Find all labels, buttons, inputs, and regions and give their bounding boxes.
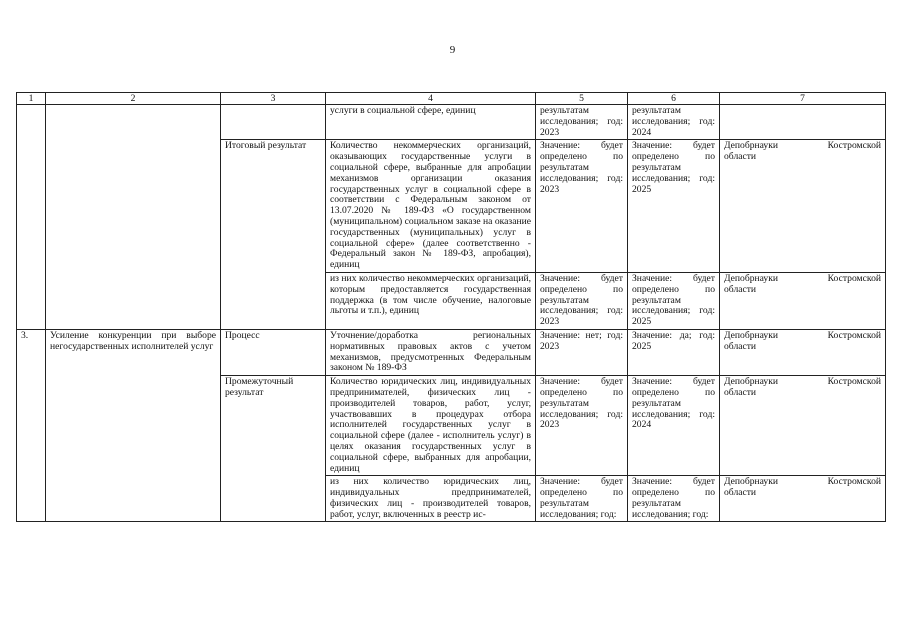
page-number: 9 (449, 44, 456, 56)
responsible-cell (720, 476, 886, 522)
baseline-cell: Значение: нет; год: 2023 (536, 329, 628, 375)
target-cell: Значение: будет определено по результатам исследования; год: 2025 (628, 140, 720, 273)
responsible-region: Костромской (827, 376, 881, 388)
indicator-cell: из них количество юридических лиц, индивидуальных предпринимателей, физических лиц - производителей товаров, работ, услуг, включенных в реестр ис- (326, 476, 536, 522)
responsible-region-suffix: области (724, 386, 757, 398)
baseline-cell: Значение: будет определено по результатам исследования; год: (536, 476, 628, 522)
responsible-org: Депобрнауки (724, 140, 779, 152)
baseline-cell: Значение: будет определено по результатам исследования; год: 2023 (536, 140, 628, 273)
result-type-cell: Процесс (221, 329, 326, 375)
task-cell (46, 105, 221, 330)
result-type-cell: Итоговый результат (221, 140, 326, 330)
responsible-region: Костромской (827, 272, 881, 284)
responsible-region-suffix: области (724, 487, 757, 499)
responsible-region: Костромской (827, 329, 881, 341)
responsible-cell (720, 272, 886, 329)
result-type-cell: Промежуточный результат (221, 376, 326, 522)
result-type-cell (221, 105, 326, 140)
column-header: 3 (221, 93, 326, 105)
column-header: 4 (326, 93, 536, 105)
responsible-cell (720, 329, 886, 375)
responsible-cell (720, 376, 886, 476)
table-header-row (17, 93, 886, 105)
target-cell: Значение: будет определено по результатам исследования; год: 2024 (628, 376, 720, 476)
responsible-region-suffix: области (724, 283, 757, 295)
target-cell: Значение: будет определено по результатам исследования; год: 2025 (628, 272, 720, 329)
target-cell: результатам исследования; год: 2024 (628, 105, 720, 140)
item-number-cell (17, 105, 46, 330)
responsible-cell (720, 140, 886, 273)
responsible-region: Костромской (827, 140, 881, 152)
table-row (17, 105, 886, 140)
responsible-org: Депобрнауки (724, 476, 779, 488)
baseline-cell: результатам исследования; год: 2023 (536, 105, 628, 140)
table-row (17, 329, 886, 375)
column-header: 5 (536, 93, 628, 105)
target-cell: Значение: да; год: 2025 (628, 329, 720, 375)
baseline-cell: Значение: будет определено по результатам исследования; год: 2023 (536, 376, 628, 476)
indicator-cell: услуги в социальной сфере, единиц (326, 105, 536, 140)
responsible-cell (720, 105, 886, 140)
responsible-org: Депобрнауки (724, 272, 779, 284)
indicator-cell: Количество некоммерческих организаций, оказывающих государственные услуги в социальной сфере, выбранные для апробации механизмов организации оказания государственных услуг в социальной сфере в соответствии с Федеральным законом от 13.07.2020 № 189-ФЗ «О государственном (муниципальном) социальном заказе на оказание государственных (муниципальных) услуг в социальной сфере» (далее соответственно - Федеральный закон № 189-ФЗ, апробация), единиц (326, 140, 536, 273)
item-number-cell: 3. (17, 329, 46, 522)
responsible-region-suffix: области (724, 151, 757, 163)
indicator-cell: Уточнение/доработка региональных нормативных правовых актов с учетом механизмов, предусмотренных Федеральным законом № 189-ФЗ (326, 329, 536, 375)
task-cell: Усиление конкуренции при выборе негосударственных исполнителей услуг (46, 329, 221, 522)
responsible-org: Депобрнауки (724, 329, 779, 341)
column-header: 2 (46, 93, 221, 105)
column-header: 6 (628, 93, 720, 105)
column-header: 1 (17, 93, 46, 105)
indicator-cell: Количество юридических лиц, индивидуальных предпринимателей, физических лиц - производителей товаров, работ, услуг, участвовавших в процедурах отбора исполнителей государственных услуг в социальной сфере (далее - исполнитель услуг) в целях оказания государственных услуг в социальной сфере, выбранных для апробации, единиц (326, 376, 536, 476)
column-header: 7 (720, 93, 886, 105)
responsible-region: Костромской (827, 476, 881, 488)
responsible-region-suffix: области (724, 340, 757, 352)
indicator-cell: из них количество некоммерческих организаций, которым предоставляется государственная поддержка (в том числе обучение, налоговые льготы и т.п.), единиц (326, 272, 536, 329)
baseline-cell: Значение: будет определено по результатам исследования; год: 2023 (536, 272, 628, 329)
results-table (16, 92, 886, 522)
target-cell: Значение: будет определено по результатам исследования; год: (628, 476, 720, 522)
responsible-org: Депобрнауки (724, 376, 779, 388)
